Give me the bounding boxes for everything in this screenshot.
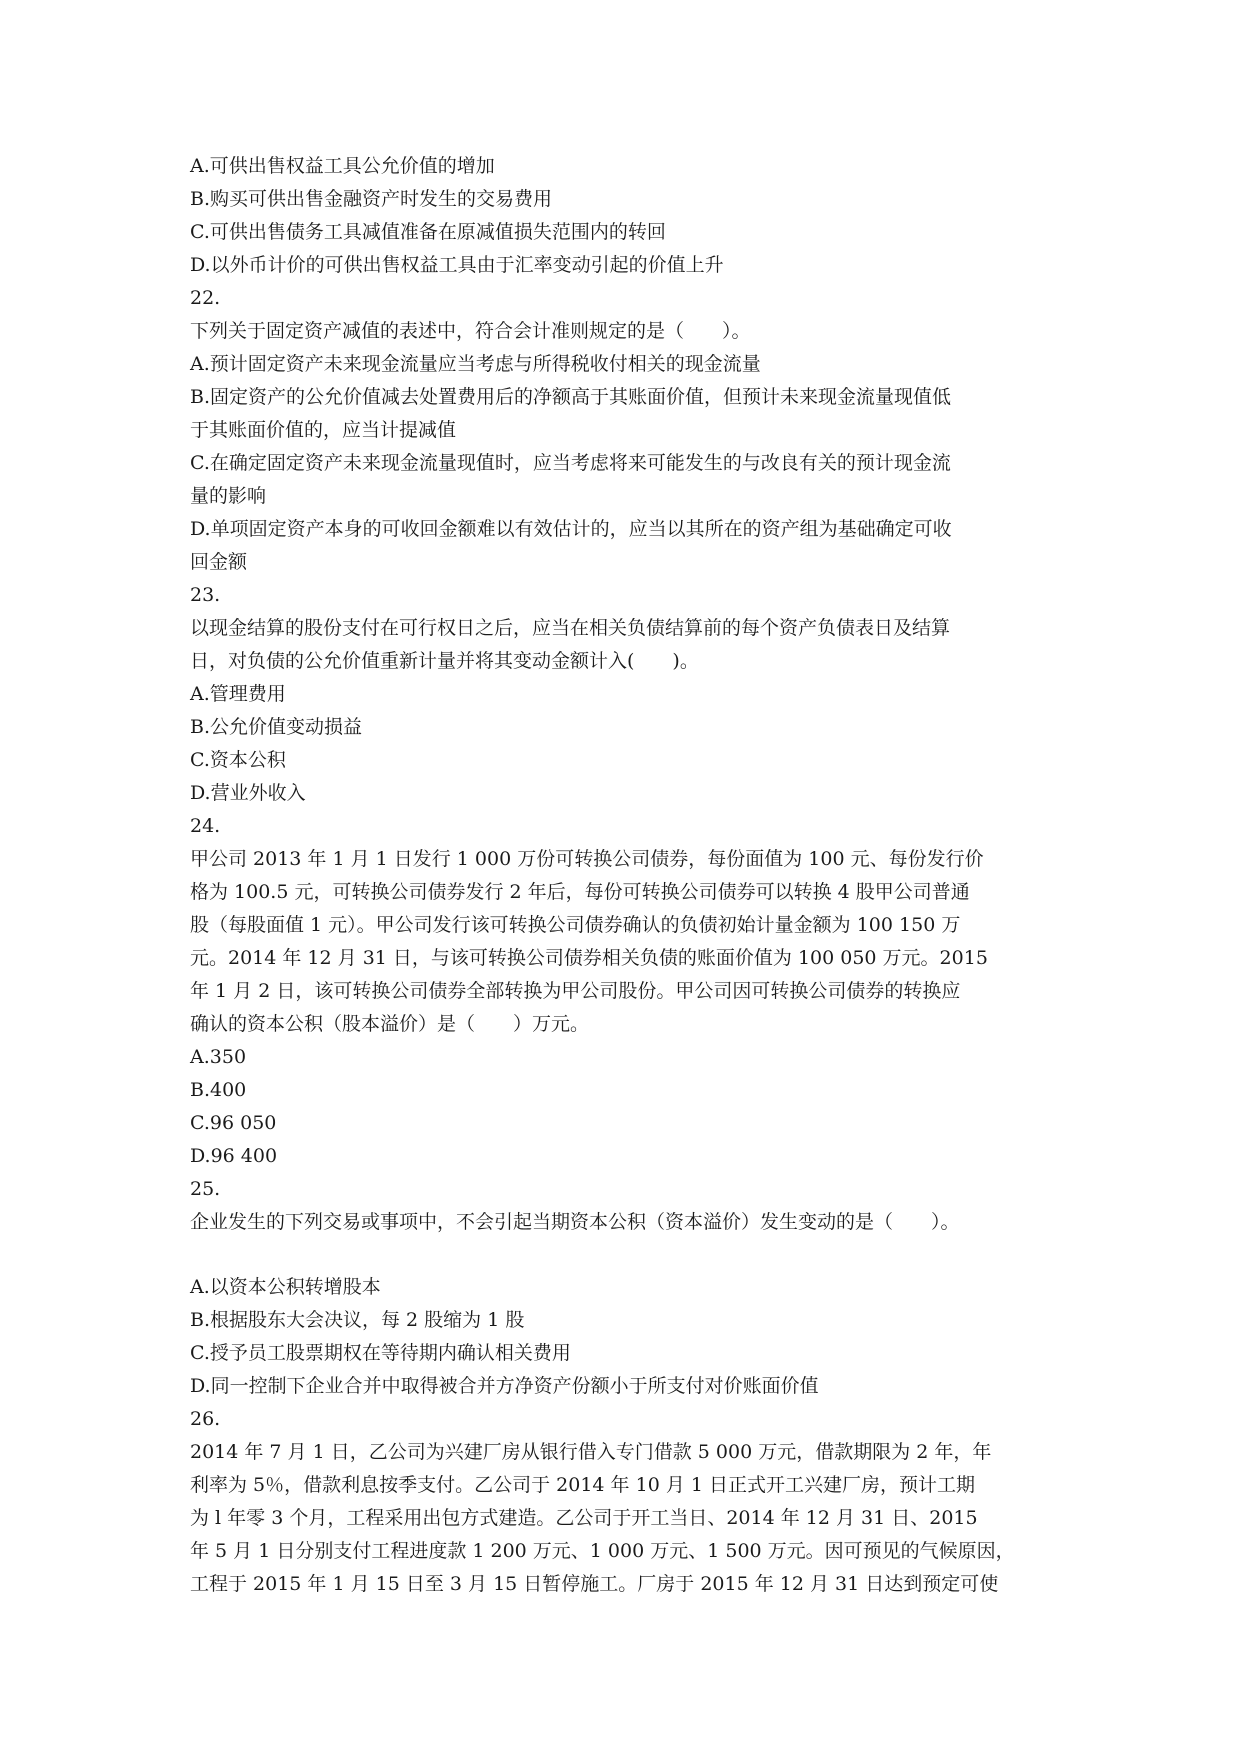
- q22-option-b-line1: B.固定资产的公允价值减去处置费用后的净额高于其账面价值，但预计未来现金流量现值低: [190, 386, 952, 408]
- q23-option-c: C.资本公积: [190, 749, 286, 771]
- q24-stem-line3: 股（每股面值 1 元）。甲公司发行该可转换公司债券确认的负债初始计量金额为 100 150 万: [190, 914, 961, 936]
- q23-number: 23.: [190, 584, 221, 606]
- q25-option-c: C.授予员工股票期权在等待期内确认相关费用: [190, 1342, 571, 1364]
- blank-line: [190, 1239, 1075, 1271]
- q26-stem-line2: 利率为 5％，借款利息按季支付。乙公司于 2014 年 10 月 1 日正式开工兴建厂房，预计工期: [190, 1474, 975, 1496]
- q24-option-b: B.400: [190, 1079, 247, 1101]
- q21-option-d: D.以外币计价的可供出售权益工具由于汇率变动引起的价值上升: [190, 254, 724, 276]
- q25-option-b: B.根据股东大会决议，每 2 股缩为 1 股: [190, 1309, 525, 1331]
- q25-number: 25.: [190, 1178, 221, 1200]
- document-page: [190, 150, 1075, 1601]
- q24-option-d: D.96 400: [190, 1145, 278, 1167]
- q24-option-a: A.350: [190, 1046, 247, 1068]
- q23-stem-line2: 日，对负债的公允价值重新计量并将其变动金额计入( )。: [190, 650, 699, 672]
- q23-stem-line1: 以现金结算的股份支付在可行权日之后，应当在相关负债结算前的每个资产负债表日及结算: [190, 617, 951, 639]
- q26-number: 26.: [190, 1408, 221, 1430]
- q22-option-c-line1: C.在确定固定资产未来现金流量现值时，应当考虑将来可能发生的与改良有关的预计现金流: [190, 452, 951, 474]
- q25-option-a: A.以资本公积转增股本: [190, 1276, 381, 1298]
- q22-option-d-line2: 回金额: [190, 551, 248, 573]
- q22-stem: 下列关于固定资产减值的表述中，符合会计准则规定的是（ ）。: [190, 320, 751, 342]
- q26-stem-line4: 年 5 月 1 日分别支付工程进度款 1 200 万元、1 000 万元、1 500 万元。因可预见的气候原因，: [190, 1540, 1015, 1562]
- q24-stem-line1: 甲公司 2013 年 1 月 1 日发行 1 000 万份可转换公司债券，每份面值为 100 元、每份发行价: [190, 848, 984, 870]
- q25-option-d: D.同一控制下企业合并中取得被合并方净资产份额小于所支付对价账面价值: [190, 1375, 819, 1397]
- q22-number: 22.: [190, 287, 221, 309]
- q21-option-b: B.购买可供出售金融资产时发生的交易费用: [190, 188, 553, 210]
- q24-stem-line6: 确认的资本公积（股本溢价）是（ ）万元。: [190, 1013, 590, 1035]
- q24-stem-line2: 格为 100.5 元，可转换公司债券发行 2 年后，每份可转换公司债券可以转换 4 股甲公司普通: [190, 881, 970, 903]
- q24-option-c: C.96 050: [190, 1112, 277, 1134]
- q26-stem-line5: 工程于 2015 年 1 月 15 日至 3 月 15 日暂停施工。厂房于 2015 年 12 月 31 日达到预定可使: [190, 1573, 999, 1595]
- q26-stem-line1: 2014 年 7 月 1 日，乙公司为兴建厂房从银行借入专门借款 5 000 万元，借款期限为 2 年，年: [190, 1441, 992, 1463]
- q21-option-a: A.可供出售权益工具公允价值的增加: [190, 155, 495, 177]
- q25-stem: 企业发生的下列交易或事项中，不会引起当期资本公积（资本溢价）发生变动的是（ ）。: [190, 1211, 960, 1233]
- q24-stem-line4: 元。2014 年 12 月 31 日，与该可转换公司债券相关负债的账面价值为 100 050 万元。2015: [190, 947, 988, 969]
- q23-option-d: D.营业外收入: [190, 782, 306, 804]
- q24-number: 24.: [190, 815, 221, 837]
- q23-option-a: A.管理费用: [190, 683, 286, 705]
- q21-option-c: C.可供出售债务工具减值准备在原减值损失范围内的转回: [190, 221, 666, 243]
- q22-option-b-line2: 于其账面价值的，应当计提减值: [190, 419, 457, 441]
- q23-option-b: B.公允价值变动损益: [190, 716, 363, 738]
- q22-option-d-line1: D.单项固定资产本身的可收回金额难以有效估计的，应当以其所在的资产组为基础确定可收: [190, 518, 952, 540]
- q22-option-c-line2: 量的影响: [190, 485, 267, 507]
- q22-option-a: A.预计固定资产未来现金流量应当考虑与所得税收付相关的现金流量: [190, 353, 761, 375]
- q26-stem-line3: 为 l 年零 3 个月，工程采用出包方式建造。乙公司于开工当日、2014 年 12 月 31 日、2015: [190, 1507, 978, 1529]
- q24-stem-line5: 年 1 月 2 日，该可转换公司债券全部转换为甲公司股份。甲公司因可转换公司债券的转换应: [190, 980, 961, 1002]
